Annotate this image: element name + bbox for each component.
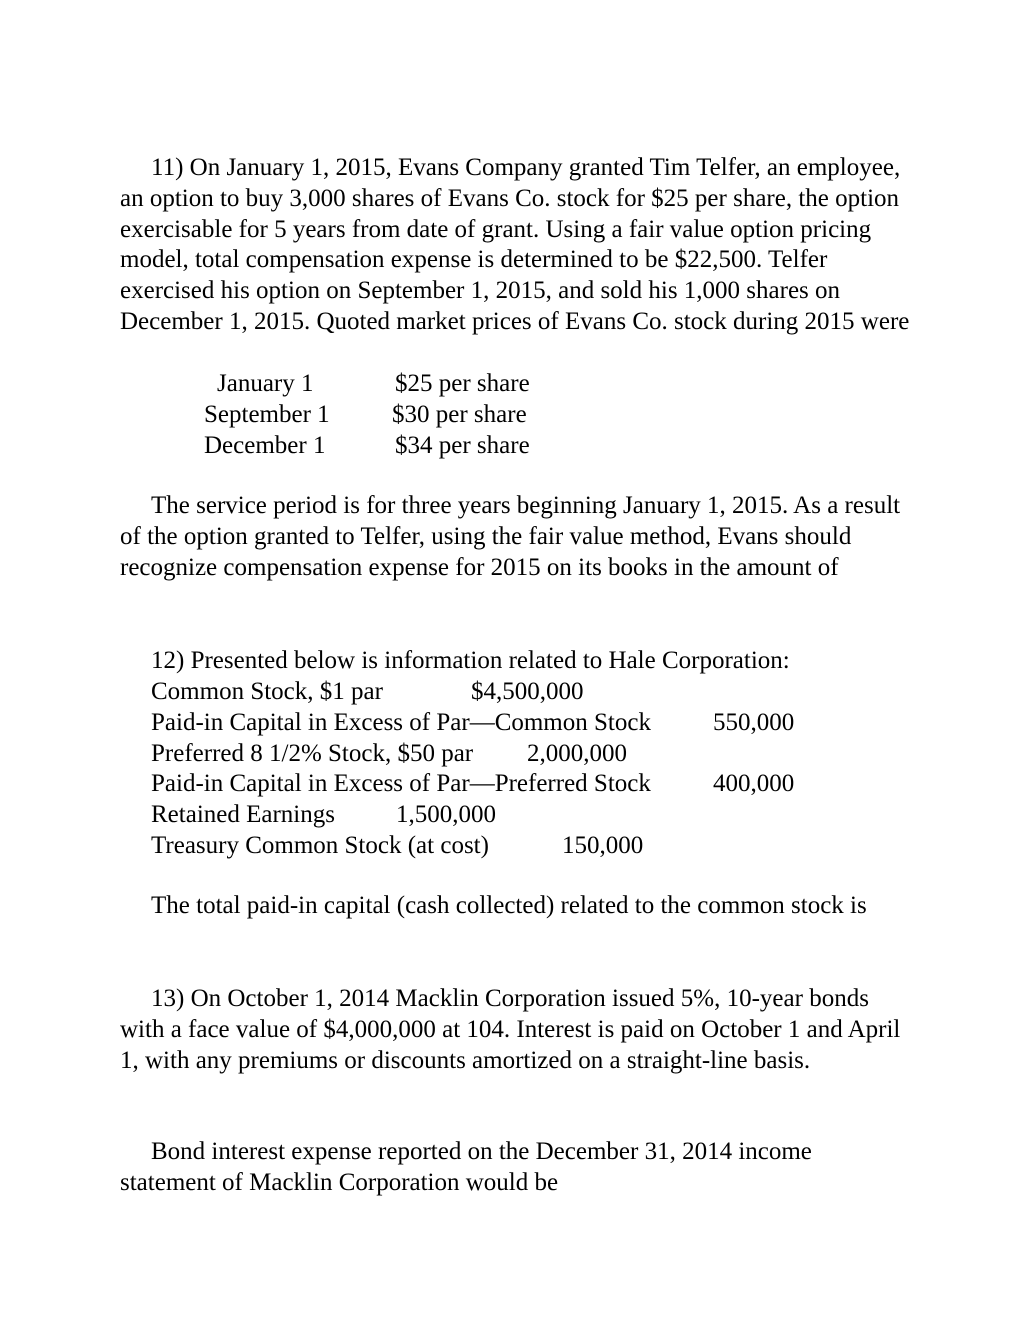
balance-row xyxy=(0,768,1024,799)
balance-value: 400,000 xyxy=(713,770,795,797)
price-date: December 1 xyxy=(204,432,326,459)
q12-question: The total paid-in capital (cash collected) related to the common stock is xyxy=(151,892,867,919)
balance-label: Paid-in Capital in Excess of Par―Common Stock xyxy=(151,709,651,736)
price-row-september xyxy=(0,399,1024,430)
q11-intro: 11) On January 1, 2015, Evans Company granted Tim Telfer, an employee, an option to buy 3,000 shares of Evans Co. stock for $25 per share, the option exercisable for 5 years from date of grant. Using a fair value option pricing model, total compensation expense is determined to be $22,500. Telfer exercised his option on September 1, 2015, and sold his 1,000 shares on December 1, 2015. Quoted market prices of Evans Co. stock during 2015 were xyxy=(120,154,910,335)
balance-row xyxy=(0,676,1024,707)
price-row-january xyxy=(0,368,1024,399)
price-date: January 1 xyxy=(217,370,314,397)
price-value: $34 per share xyxy=(395,432,530,459)
balance-label: Paid-in Capital in Excess of Par―Preferred Stock xyxy=(151,770,651,797)
price-value: $30 per share xyxy=(392,401,527,428)
q12-intro: 12) Presented below is information related to Hale Corporation: xyxy=(151,647,790,674)
balance-value: 2,000,000 xyxy=(527,740,627,767)
balance-row xyxy=(0,799,1024,830)
balance-value: 1,500,000 xyxy=(396,801,496,828)
balance-row xyxy=(0,738,1024,769)
balance-value: 150,000 xyxy=(562,832,644,859)
balance-value: 550,000 xyxy=(713,709,795,736)
q13-intro: 13) On October 1, 2014 Macklin Corporation issued 5%, 10-year bonds with a face value of $4,000,000 at 104. Interest is paid on October 1 and April 1, with any premiums or discounts amortized on a straight-line basis. xyxy=(120,985,901,1074)
balance-row xyxy=(0,830,1024,861)
balance-value: $4,500,000 xyxy=(471,678,584,705)
balance-label: Common Stock, $1 par xyxy=(151,678,383,705)
price-row-december xyxy=(0,430,1024,461)
balance-row xyxy=(0,707,1024,738)
price-date: September 1 xyxy=(204,401,330,428)
price-value: $25 per share xyxy=(395,370,530,397)
balance-label: Retained Earnings xyxy=(151,801,335,828)
balance-label: Treasury Common Stock (at cost) xyxy=(151,832,489,859)
q13-question: Bond interest expense reported on the December 31, 2014 income statement of Macklin Corporation would be xyxy=(120,1138,812,1196)
q11-question: The service period is for three years beginning January 1, 2015. As a result of the option granted to Telfer, using the fair value method, Evans should recognize compensation expense for 2015 on its books in the amount of xyxy=(120,492,901,581)
balance-label: Preferred 8 1/2% Stock, $50 par xyxy=(151,740,474,767)
